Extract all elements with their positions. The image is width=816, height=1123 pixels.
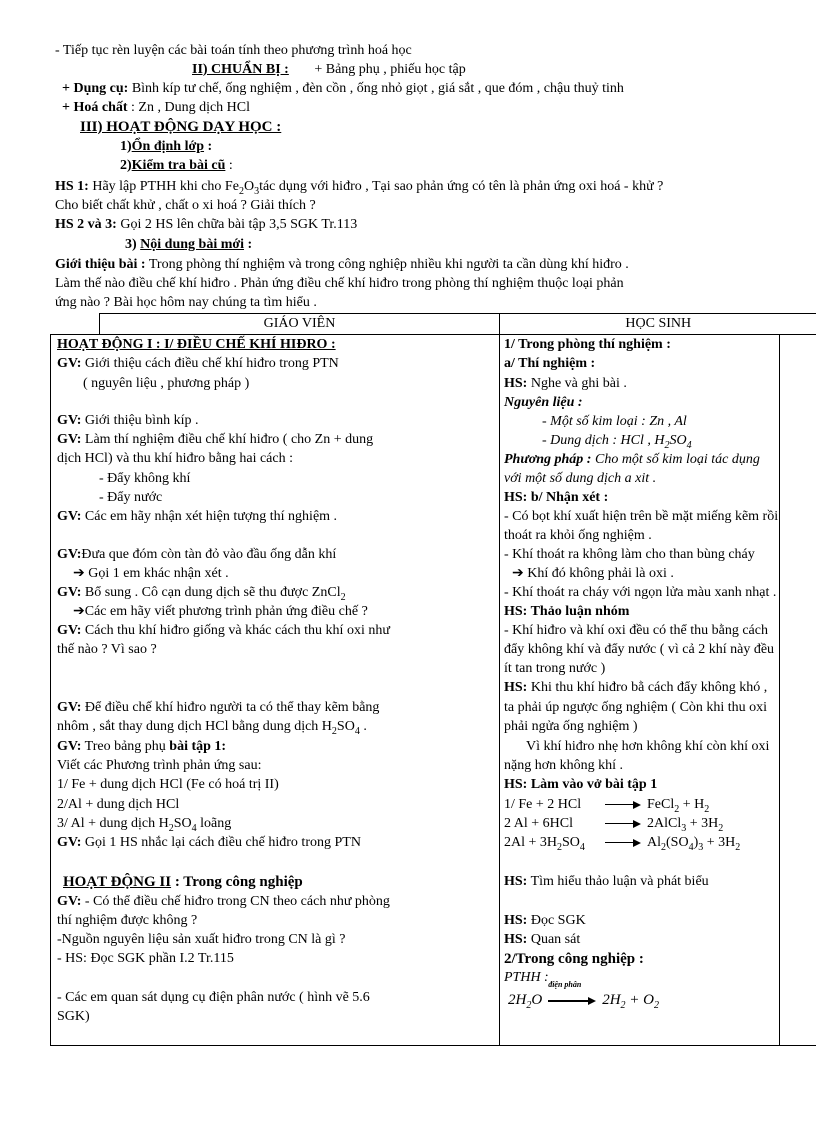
- label: HS:: [504, 932, 528, 947]
- student-column: [500, 335, 780, 1046]
- label: GV:: [57, 356, 82, 371]
- text: - Có thể điều chế hiđro trong CN theo cách như phòng: [81, 894, 390, 909]
- text: - Khí thoát ra không làm cho than bùng cháy: [504, 547, 755, 562]
- hd1-heading: HOẠT ĐỘNG I : I/ ĐIỀU CHẾ KHÍ HIĐRO :: [57, 337, 336, 352]
- text: Đọc SGK: [527, 913, 586, 928]
- label: GV:: [57, 739, 82, 754]
- text: ta phải úp ngược ống nghiệm ( Còn khi thu oxi: [504, 700, 768, 715]
- text: nhôm , sắt thay dung dịch HCl bằng dung dịch H: [57, 719, 332, 734]
- text: 1/ Fe + 2 HCl: [504, 797, 582, 812]
- text: Nguyên liệu :: [504, 395, 583, 410]
- label: GV:: [57, 432, 82, 447]
- text: Nghe và ghi bài .: [527, 376, 627, 391]
- gioi-thieu-line: [55, 256, 629, 274]
- label: + Hoá chất: [62, 100, 128, 115]
- sub: 4: [579, 841, 585, 853]
- text: Al: [647, 835, 661, 850]
- text: Khí đó không phải là oxi .: [523, 566, 674, 581]
- label: HS 1:: [55, 179, 89, 194]
- text: Giới thiệu bình kíp .: [81, 413, 199, 428]
- text: 3/ Al + dung dịch H: [57, 816, 169, 831]
- sub: 2: [735, 841, 741, 853]
- text: dịch HCl) và thu khí hiđro bằng hai cách :: [57, 451, 293, 466]
- text: điện phân: [548, 979, 582, 989]
- text: Hãy lập PTHH khi cho Fe: [88, 179, 239, 194]
- sub: 2: [557, 841, 563, 853]
- text: -Nguồn nguyên liệu sản xuất hiđro trong CN là gì ?: [57, 932, 346, 947]
- text: 2Al + 3H: [504, 835, 558, 850]
- label: GV:: [57, 623, 82, 638]
- text: đẩy không khí và đẩy nước ( vì cả 2 khí này đều: [504, 642, 775, 657]
- text: 2/Trong công nghiệp :: [504, 951, 644, 967]
- text: Gọi 1 em khác nhận xét .: [84, 566, 229, 581]
- text: SO: [669, 433, 687, 448]
- text: Bổ sung . Cô cạn dung dịch sẽ thu được ZnCl: [81, 585, 341, 600]
- sub: 2: [620, 1000, 626, 1011]
- text: Vì khí hiđro nhẹ hơn không khí còn khí oxi: [526, 739, 770, 754]
- label: HS 2 và 3:: [55, 217, 117, 232]
- text: Cho một số kim loại tác dụng: [591, 452, 760, 467]
- text: 2/Al + dung dịch HCl: [57, 797, 180, 812]
- equation-1: [504, 796, 709, 814]
- header-giao-vien: GIÁO VIÊN: [100, 314, 500, 335]
- text: + 3H: [703, 835, 736, 850]
- sub: 2: [661, 841, 666, 853]
- heading: Kiểm tra bài cũ: [131, 158, 226, 173]
- text: - Khí thoát ra cháy với ngọn lửa màu xanh nhạt .: [504, 585, 777, 600]
- arrow-icon: [548, 997, 596, 1005]
- gioi-thieu-line3: ứng nào ? Bài học hôm nay chúng ta tìm hiểu .: [55, 295, 317, 310]
- text: HS: Làm vào vở bài tập 1: [504, 777, 658, 792]
- text: Các em hãy nhận xét hiện tượng thí nghiệm .: [81, 509, 338, 524]
- text: SO: [173, 816, 192, 831]
- section-hoat-dong: III) HOẠT ĐỘNG DẠY HỌC :: [80, 119, 282, 135]
- sub: 2: [331, 725, 337, 737]
- hd2-heading: HOẠT ĐỘNG II: [63, 874, 172, 890]
- equation-3: [504, 834, 740, 852]
- text: Gọi 2 HS lên chữa bài tập 3,5 SGK Tr.113: [116, 217, 358, 232]
- text: FeCl: [647, 797, 675, 812]
- text: PTHH :: [504, 970, 549, 985]
- hs1-question: [55, 178, 663, 196]
- sub: 4: [688, 841, 694, 853]
- label: HS:: [504, 874, 528, 889]
- dung-cu-line: [62, 80, 624, 98]
- text: Khi thu khí hiđro bằ cách đẩy không khó ,: [527, 680, 768, 695]
- sub: 2: [168, 822, 174, 834]
- label: GV:: [57, 509, 82, 524]
- text: thí nghiệm được không ?: [57, 913, 198, 928]
- text: HS: b/ Nhận xét :: [504, 490, 609, 505]
- text: Treo bảng phụ: [81, 739, 170, 754]
- text: Bình kíp tư chế, ống nghiệm , đèn cồn , ống nhỏ giọt , giá sắt , que đóm , chậu thuỷ tinh: [128, 81, 624, 96]
- text: ít tan trong nước ): [504, 661, 606, 676]
- sub: 2: [238, 185, 244, 197]
- text: + H: [679, 797, 705, 812]
- text: tác dụng với hiđro , Tại sao phản ứng có tên là phản ứng oxi hoá - khử ?: [259, 179, 664, 194]
- text: ): [693, 835, 699, 850]
- text: O: [243, 179, 255, 194]
- label: GV:: [57, 700, 82, 715]
- text: với một số dung dịch a xit .: [504, 471, 657, 486]
- label: Phương pháp :: [504, 452, 592, 467]
- text: SGK): [57, 1009, 90, 1024]
- sub: 2: [526, 1000, 532, 1011]
- arrow-icon: [605, 839, 641, 847]
- equation-2: [504, 815, 723, 833]
- lesson-table: [50, 313, 816, 1046]
- label: HS:: [504, 913, 528, 928]
- text: 2H: [508, 992, 527, 1008]
- arrow-icon: ➔: [512, 566, 524, 581]
- text: Cách thu khí hiđro giống và khác cách thu khí oxi như: [81, 623, 390, 638]
- sub: 2: [718, 822, 724, 834]
- sub: 2: [674, 803, 680, 815]
- sub: 4: [354, 725, 360, 737]
- text: : Trong công nghiệp: [171, 874, 303, 890]
- arrow-icon: ➔: [73, 566, 85, 581]
- label: Giới thiệu bài :: [55, 257, 146, 272]
- text: loãng: [196, 816, 232, 831]
- text: - Có bọt khí xuất hiện trên bề mặt miếng kẽm rồi: [504, 509, 779, 524]
- text: - Các em quan sát dụng cụ điện phân nước ( hình vẽ 5.6: [57, 990, 370, 1005]
- text: HS: Thảo luận nhóm: [504, 604, 630, 619]
- text: - Khí hiđro và khí oxi đều có thể thu bằng cách: [504, 623, 768, 638]
- text: thoát ra khỏi ống nghiệm .: [504, 528, 652, 543]
- tail: :: [244, 237, 253, 252]
- text: Viết các Phương trình phản ứng sau:: [57, 758, 262, 773]
- label: GV:: [57, 835, 82, 850]
- sub: 3: [254, 185, 260, 197]
- text: nặng hơn không khí .: [504, 758, 624, 773]
- text: Làm thí nghiệm điều chế khí hiđro ( cho Zn + dung: [81, 432, 374, 447]
- section-chuan-bi: [192, 61, 466, 79]
- text: - Một số kim loại : Zn , Al: [542, 414, 687, 429]
- sub: 4: [686, 439, 692, 451]
- teacher-column: [51, 335, 500, 1046]
- text: bài tập 1:: [169, 739, 227, 754]
- label: + Dụng cụ:: [62, 81, 129, 96]
- text: SO: [336, 719, 355, 734]
- text: Tìm hiểu thảo luận và phát biểu: [527, 874, 709, 889]
- text: 2H: [602, 992, 621, 1008]
- text: - Đẩy không khí: [99, 471, 191, 486]
- sub: 3: [698, 841, 704, 853]
- heading: Ổn định lớp: [131, 139, 205, 154]
- heading: Nội dung bài mới: [140, 237, 245, 252]
- text: Để điều chế khí hiđro người ta có thể thay kẽm bằng: [81, 700, 380, 715]
- text: - Dung dịch : HCl , H: [542, 433, 665, 448]
- sub: 2: [664, 439, 670, 451]
- sub: 2: [704, 803, 710, 815]
- text: - HS: Đọc SGK phần I.2 Tr.115: [57, 951, 234, 966]
- num: 3): [125, 237, 137, 252]
- text: Gọi 1 HS nhắc lại cách điều chế hiđro trong PTN: [81, 835, 361, 850]
- text: Các em hãy viết phương trình phản ứng điều chế ?: [84, 604, 368, 619]
- label: GV:: [57, 585, 82, 600]
- blank-cell: [780, 335, 816, 1046]
- text: + Bảng phụ , phiếu học tập: [314, 62, 466, 77]
- text: - Đẩy nước: [99, 490, 163, 505]
- text: .: [359, 719, 367, 734]
- label: GV:: [57, 547, 82, 562]
- blank-cell: [51, 314, 100, 335]
- hs1-line2: Cho biết chất khử , chất o xi hoá ? Giải thích ?: [55, 198, 316, 213]
- text: 2 Al + 6HCl: [504, 816, 573, 831]
- text: Giới thiệu cách điều chế khí hiđro trong PTN: [81, 356, 339, 371]
- sub: 4: [191, 822, 197, 834]
- gioi-thieu-line2: Làm thế nào điều chế khí hiđro . Phản ứng điều chế khí hiđro trong phòng thí nghiệm thuộc loại phản: [55, 276, 624, 291]
- tail: :: [204, 139, 213, 154]
- text: thế nào ? Vì sao ?: [57, 642, 157, 657]
- text: 2AlCl: [647, 816, 682, 831]
- arrow-icon: [605, 801, 641, 809]
- text: phải ngửa ống nghiệm ): [504, 719, 638, 734]
- on-dinh-lop: [120, 138, 212, 156]
- noi-dung-bai-moi: [125, 236, 252, 254]
- sub: 3: [681, 822, 687, 834]
- label: GV:: [57, 894, 82, 909]
- text: Đưa que đóm còn tàn đỏ vào đầu ống dẫn khí: [81, 547, 337, 562]
- num: 2): [120, 158, 132, 173]
- label: HS:: [504, 680, 528, 695]
- hoa-chat-line: [62, 99, 250, 117]
- text: a/ Thí nghiệm :: [504, 356, 596, 371]
- text: SO: [562, 835, 580, 850]
- text: 1/ Fe + dung dịch HCl (Fe có hoá trị II): [57, 777, 279, 792]
- sub: 2: [654, 1000, 659, 1011]
- text: Quan sát: [527, 932, 581, 947]
- num: 1): [120, 139, 132, 154]
- sub: 2: [340, 591, 346, 603]
- kiem-tra-bai-cu: [120, 157, 233, 175]
- header-hoc-sinh: HỌC SINH: [500, 314, 816, 335]
- text: O: [531, 992, 543, 1008]
- label: HS:: [504, 376, 528, 391]
- text: (SO: [666, 835, 689, 850]
- hs23-line: [55, 216, 357, 234]
- text: : Zn , Dung dịch HCl: [127, 100, 251, 115]
- text: ( nguyên liệu , phương pháp ): [83, 376, 250, 391]
- text: + 3H: [686, 816, 719, 831]
- text: + O: [625, 992, 654, 1008]
- equation-electrolysis: [508, 979, 659, 1011]
- section-heading: II) CHUẨN BỊ :: [192, 62, 289, 77]
- text: Trong phòng thí nghiệm và trong công nghiệp nhiều khi người ta cần dùng khí hiđro .: [145, 257, 629, 272]
- label: GV:: [57, 413, 82, 428]
- arrow-icon: ➔: [73, 604, 85, 619]
- arrow-icon: [605, 820, 641, 828]
- tail: :: [225, 158, 233, 173]
- text: 1/ Trong phòng thí nghiệm :: [504, 337, 671, 352]
- objective-line: - Tiếp tục rèn luyện các bài toán tính theo phương trình hoá học: [55, 43, 412, 58]
